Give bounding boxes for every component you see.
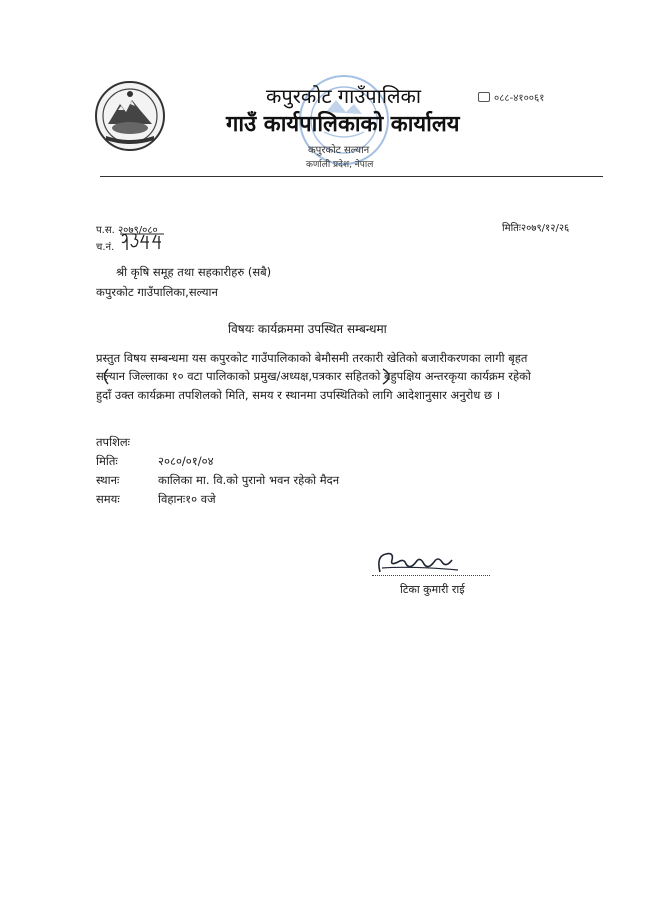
nepal-emblem-icon: [94, 80, 166, 152]
detail-value-place: कालिका मा. वि.को पुरानो भवन रहेको मैदन: [158, 473, 340, 487]
reference-number: प.स. २०७९/०८०: [96, 225, 158, 236]
signature-line: [372, 575, 490, 576]
dispatch-label: च.नं.: [96, 242, 115, 253]
municipality-name: कपुरकोट गाउँपालिका: [266, 84, 422, 108]
province-name: कर्णाली प्रदेश, नेपाल: [306, 160, 374, 170]
handwritten-dispatch-number: [119, 230, 165, 252]
phone-number: [478, 90, 544, 104]
office-location: कपुरकोट सल्यान: [308, 145, 370, 156]
detail-value-time: विहानः१० वजे: [158, 492, 216, 506]
recipient-line-2: कपुरकोट गाउँपालिका,सल्यान: [96, 285, 218, 299]
paragraph-line-3: हुदाँ उक्त कार्यक्रमा तपशिलको मिति, समय र स्थानमा उपस्थितिको लागि आदेशानुसार अनुरोध छ ।: [96, 388, 501, 402]
detail-label-place: स्थानः: [96, 473, 120, 487]
detail-label-time: समयः: [96, 492, 120, 506]
detail-value-date: २०८०/०१/०४: [158, 454, 214, 468]
office-name: गाउँ कार्यपालिकाको कार्यालय: [226, 112, 460, 137]
letter-date: मितिः२०७९/१२/२६: [502, 223, 570, 234]
recipient-line-1: श्री कृषि समूह तथा सहकारीहरु (सबै): [116, 265, 272, 279]
phone-value: ०८८-४१००६१: [494, 93, 545, 104]
letter-subject: विषयः कार्यक्रममा उपस्थित सम्बन्धमा: [228, 322, 387, 336]
handwritten-signature: [372, 546, 462, 576]
letterhead-divider: [100, 176, 603, 177]
signatory-name: टिका कुमारी राई: [400, 583, 465, 596]
handwritten-bracket-close: [381, 368, 425, 385]
phone-icon: [478, 92, 490, 102]
paragraph-line-2: सल्यान जिल्लाका १० वटा पालिकाको प्रमुख/अध्यक्ष,पत्रकार सहितको बहुपक्षिय अन्तरकृया कार्यक्रम रहेको: [96, 369, 531, 383]
handwritten-bracket-open: [101, 368, 393, 385]
details-heading: तपशिलः: [96, 435, 131, 449]
paragraph-line-1: प्रस्तुत विषय सम्बन्धमा यस कपुरकोट गाउँपालिकाको बेमौसमी तरकारी खेतिको बजारीकरणका लागी बृहत: [96, 351, 528, 365]
detail-label-date: मितिः: [96, 454, 118, 468]
